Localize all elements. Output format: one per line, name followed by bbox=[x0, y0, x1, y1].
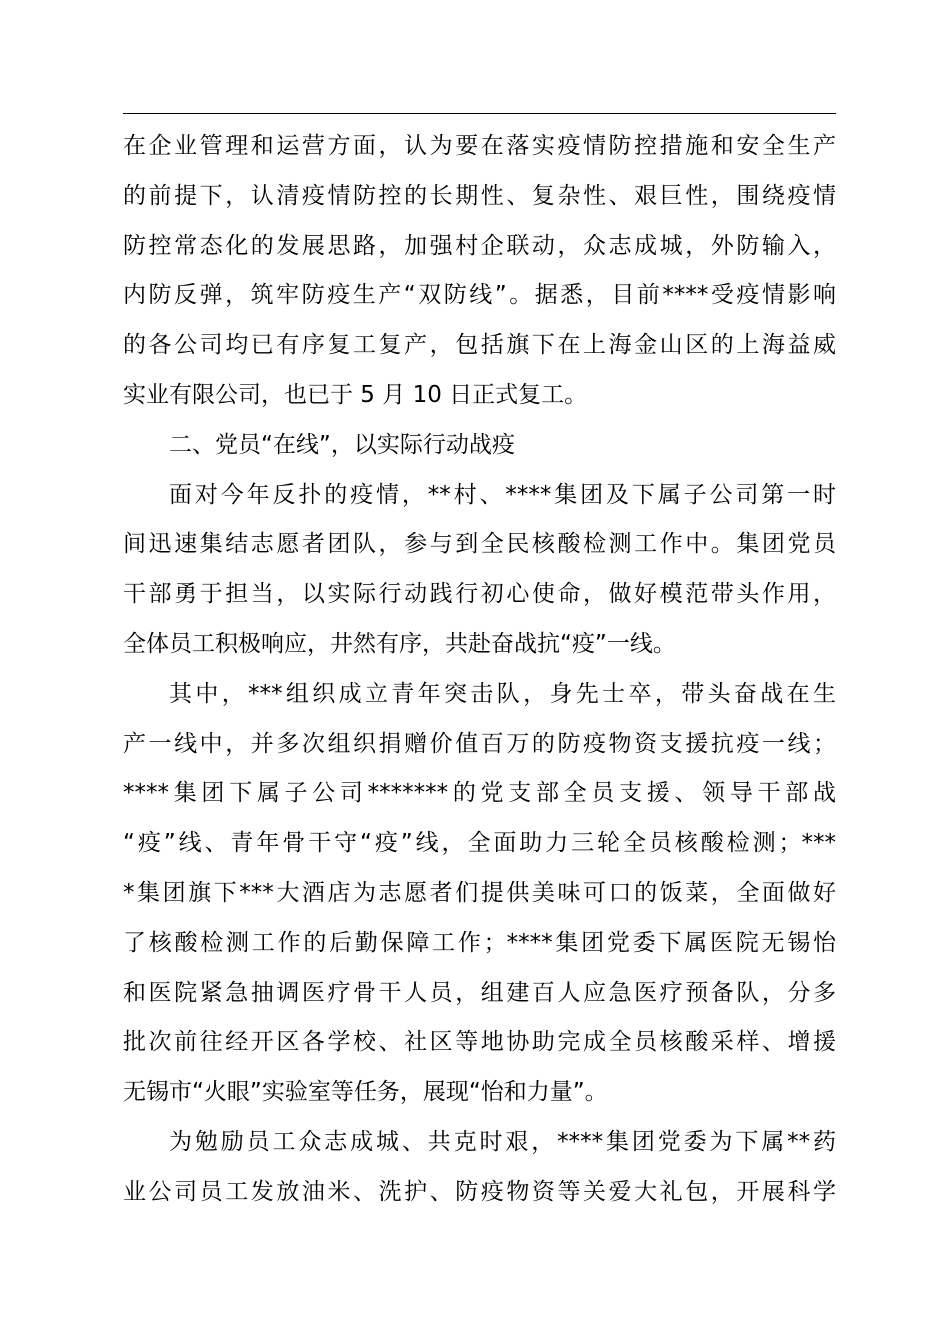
text-line: 干部勇于担当，以实际行动践行初心使命，做好模范带头作用， bbox=[123, 581, 836, 608]
text-line: 的各公司均已有序复工复产，包括旗下在上海金山区的上海益威 bbox=[123, 332, 836, 359]
text-line: “疫”线、青年骨干守“疫”线，全面助力三轮全员核酸检测；*** bbox=[123, 830, 836, 857]
text-line: 在企业管理和运营方面，认为要在落实疫情防控措施和安全生产 bbox=[123, 133, 836, 159]
text-line: 为勉励员工众志成城、共克时艰，****集团党委为下属**药 bbox=[169, 1128, 836, 1155]
text-line: ****集团下属子公司*******的党支部全员支援、领导干部战 bbox=[123, 780, 836, 807]
paragraph bbox=[123, 670, 836, 1118]
text-line: 全体员工积极响应，井然有序，共赴奋战抗“疫”一线。 bbox=[123, 630, 676, 657]
text-line: 防控常态化的发展思路，加强村企联动，众志成城，外防输入， bbox=[123, 232, 836, 259]
text-line: 批次前往经开区各学校、社区等地协助完成全员核酸采样、增援 bbox=[123, 1029, 836, 1056]
heading-line: 二、党员“在线”，以实际行动战疫 bbox=[169, 431, 515, 458]
text-line: 内防反弹，筑牢防疫生产“双防线”。据悉，目前****受疫情影响 bbox=[123, 282, 836, 309]
text-line: 的前提下，认清疫情防控的长期性、复杂性、艰巨性，围绕疫情 bbox=[123, 182, 836, 209]
text-line: 了核酸检测工作的后勤保障工作；****集团党委下属医院无锡怡 bbox=[123, 929, 836, 956]
paragraph bbox=[123, 122, 836, 421]
text-line: 产一线中，并多次组织捐赠价值百万的防疫物资支援抗疫一线； bbox=[123, 730, 836, 757]
header-rule bbox=[123, 113, 836, 114]
body-text bbox=[123, 122, 836, 1218]
text-line: 面对今年反扑的疫情，**村、****集团及下属子公司第一时 bbox=[169, 481, 836, 508]
text-line: 和医院紧急抽调医疗骨干人员，组建百人应急医疗预备队，分多 bbox=[123, 979, 836, 1006]
text-line: 无锡市“火眼”实验室等任务，展现“怡和力量”。 bbox=[123, 1079, 608, 1106]
paragraph bbox=[123, 471, 836, 670]
text-line: 其中，***组织成立青年突击队，身先士卒，带头奋战在生 bbox=[169, 680, 836, 707]
text-line: *集团旗下***大酒店为志愿者们提供美味可口的饭菜，全面做好 bbox=[123, 879, 836, 906]
text-line: 间迅速集结志愿者团队，参与到全民核酸检测工作中。集团党员 bbox=[123, 531, 836, 558]
section-heading bbox=[123, 421, 836, 471]
paragraph bbox=[123, 1118, 836, 1218]
text-line: 实业有限公司，也已于 5 月 10 日正式复工。 bbox=[123, 381, 588, 408]
text-line: 业公司员工发放油米、洗护、防疫物资等关爱大礼包，开展科学 bbox=[123, 1178, 836, 1205]
